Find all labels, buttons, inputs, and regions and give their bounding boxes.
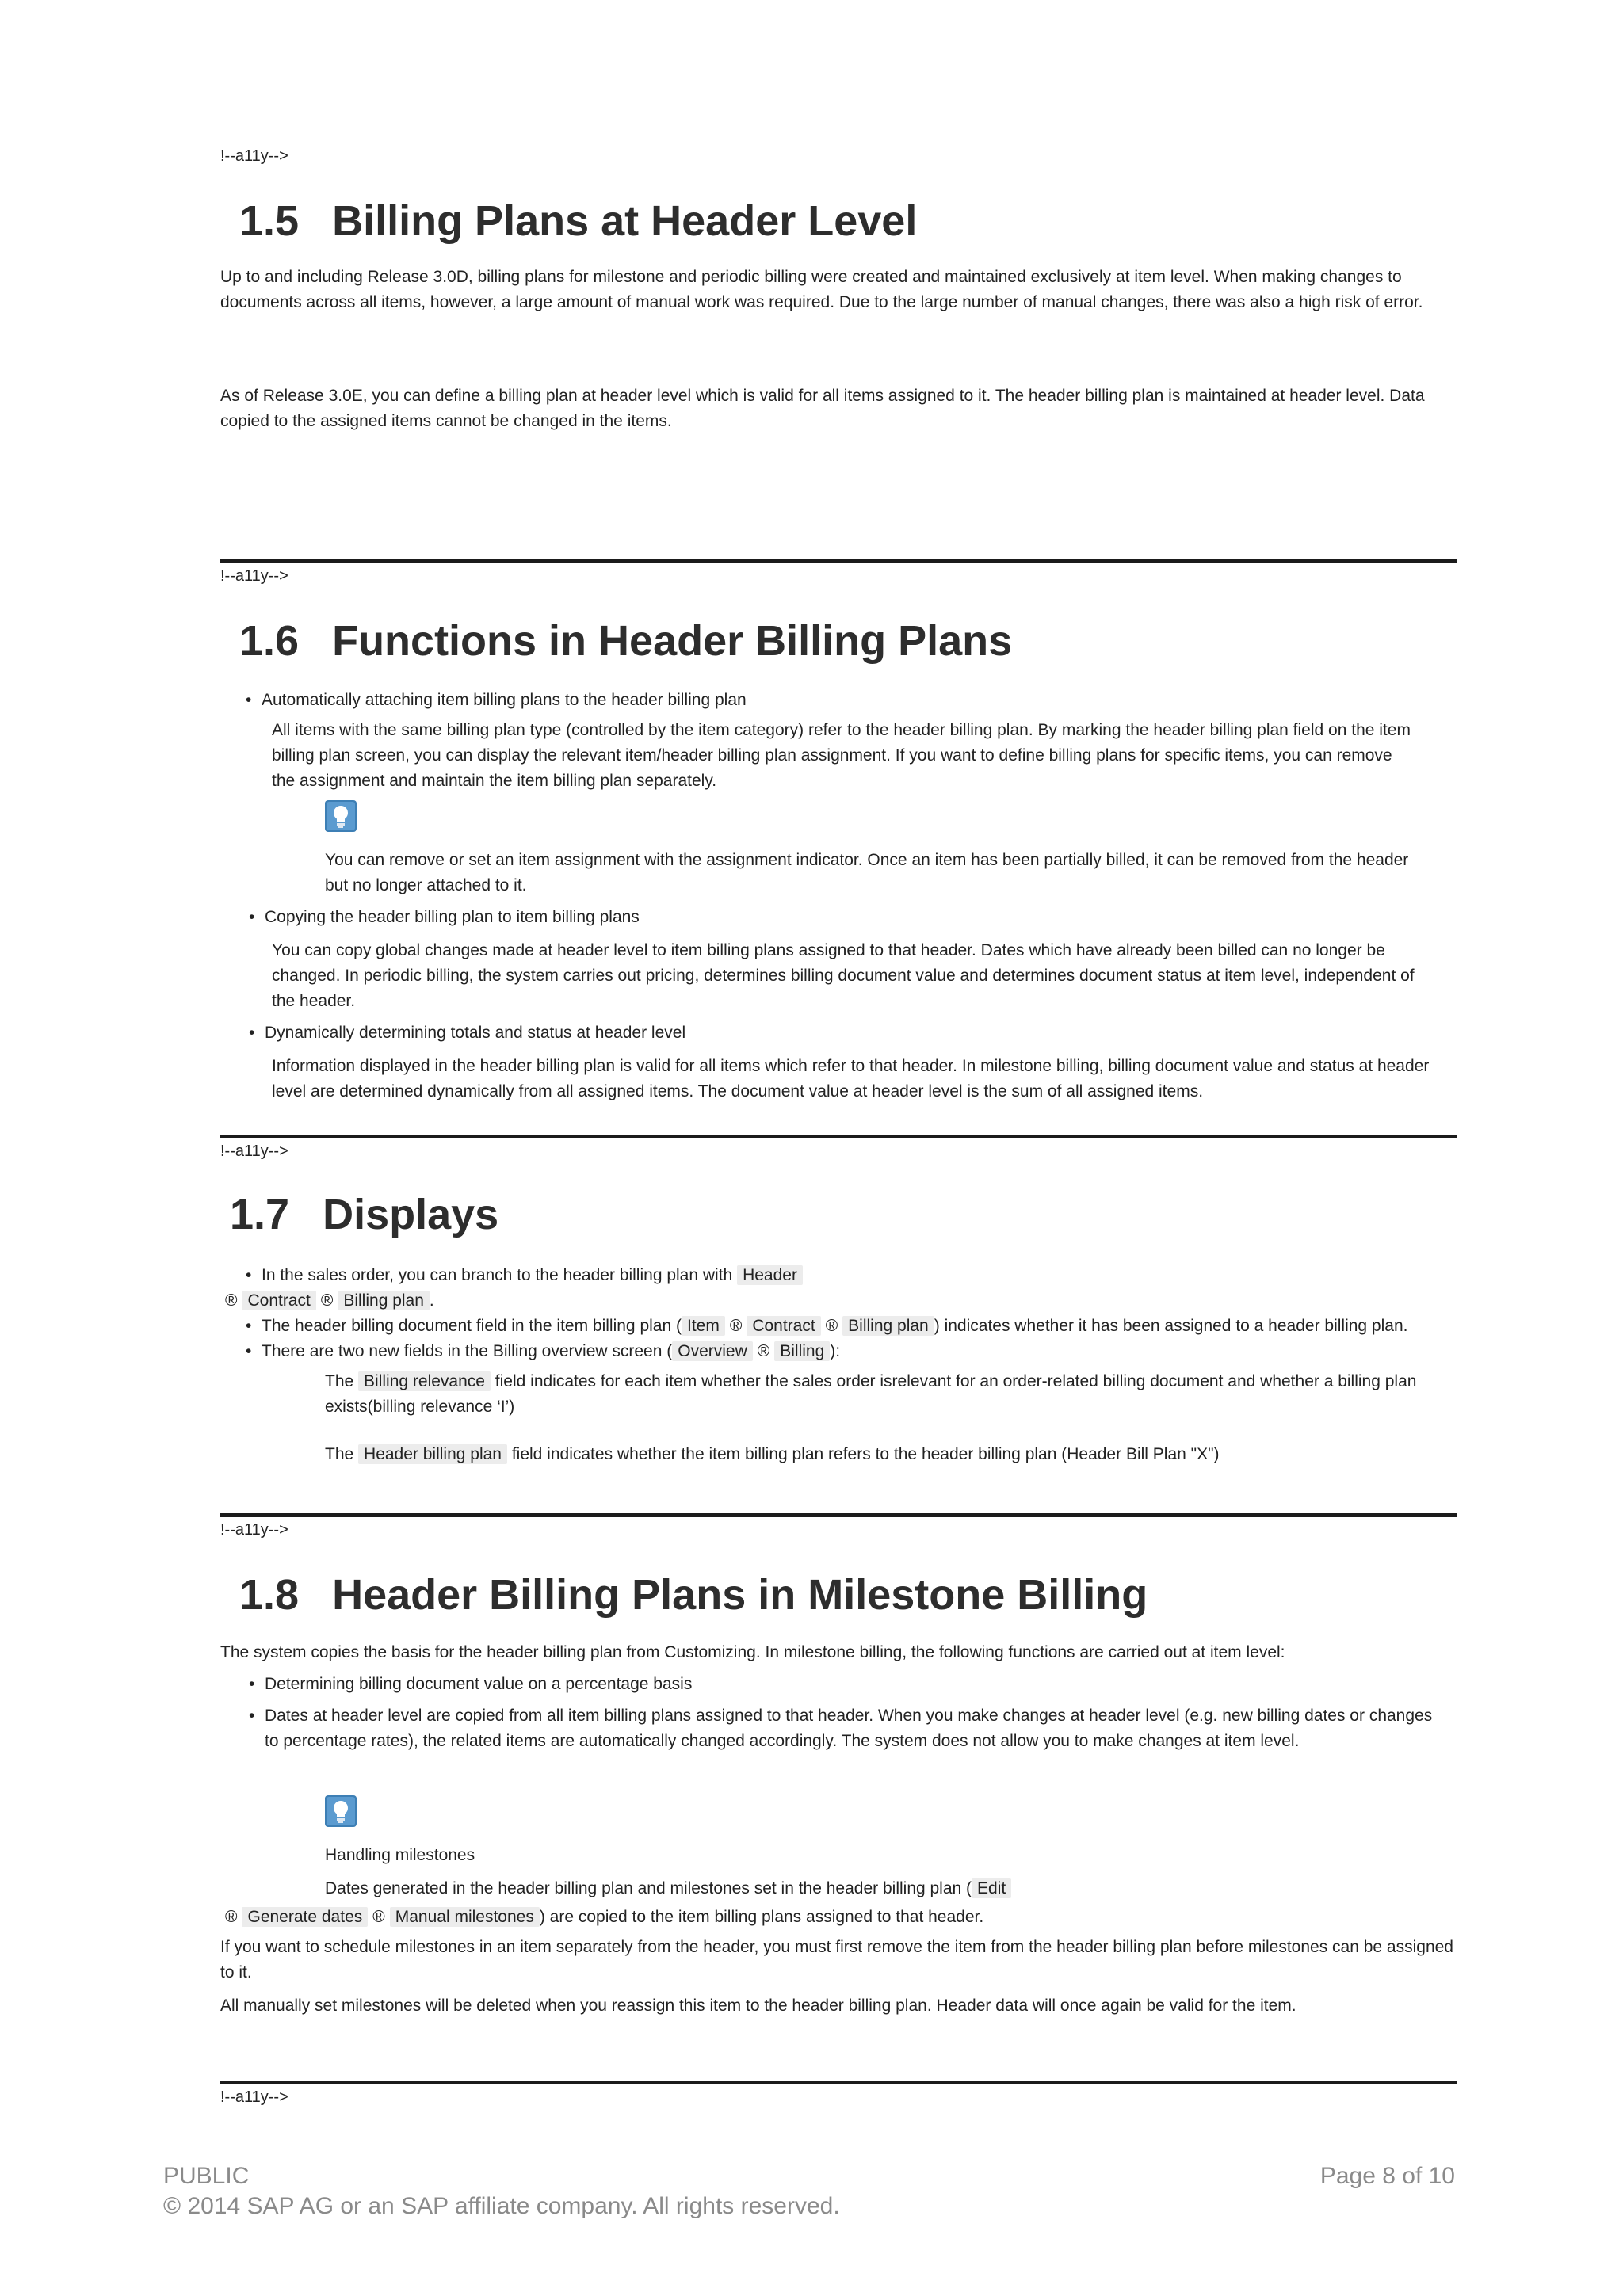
tip-text-continuation: [220, 1905, 1457, 1930]
path-arrow: ®: [320, 1291, 334, 1310]
list-item: • Dates at header level are copied from all item billing plans assigned to that header. When you make changes at header level (e.g. new billing dates or changes to percentage rates), the related items are automatically changed accordingly. The system does not allow you to make changes at item level.: [249, 1707, 1433, 1750]
list-item-text: The header billing document field in the item billing plan (: [262, 1317, 682, 1335]
a11y-marker: !--a11y-->: [220, 567, 288, 585]
list-item: • Determining billing document value on a percentage basis: [249, 1675, 693, 1693]
section-title: Functions in Header Billing Plans: [332, 617, 1013, 665]
path-arrow: ®: [729, 1317, 743, 1335]
list-item: • Copying the header billing plan to item billing plans: [249, 908, 640, 926]
ui-path-billing-plan: Billing plan: [842, 1316, 934, 1336]
tip-title: Handling milestones: [325, 1846, 475, 1864]
a11y-marker: !--a11y-->: [220, 2088, 288, 2106]
a11y-marker: !--a11y-->: [220, 1142, 288, 1160]
list-item-text: Determining billing document value on a percentage basis: [265, 1675, 693, 1693]
text: Dates generated in the header billing plan and milestones set in the header billing plan (: [325, 1879, 972, 1897]
path-arrow: ®: [372, 1908, 385, 1926]
list-item-description: Information displayed in the header billing plan is valid for all items which refer to that header. In milestone billing, billing document value and status at header level are determined dynamically from all assigned items. The document value at header level is the sum of all assigned items.: [272, 1057, 1430, 1100]
list-item-continuation: [220, 1288, 1409, 1314]
section-heading-1-7: [230, 1190, 498, 1239]
text: ) are copied to the item billing plans assigned to that header.: [539, 1908, 984, 1926]
list-item: • The header billing document field in the item billing plan ( Item ® Contract ® Billing plan ) indicates whether it has been assigned to a header billing plan.: [246, 1317, 1408, 1335]
ui-path-manual-milestones: Manual milestones: [390, 1907, 540, 1927]
ui-field-billing-relevance: Billing relevance: [358, 1371, 491, 1391]
path-arrow: ®: [225, 1291, 238, 1310]
section-title: Header Billing Plans in Milestone Billing: [332, 1571, 1148, 1619]
lightbulb-icon: [325, 800, 357, 832]
ui-path-contract: Contract: [242, 1291, 315, 1310]
ui-field-header-billing-plan: Header billing plan: [358, 1444, 507, 1464]
text: field indicates whether the item billing plan refers to the header billing plan (Header Bill Plan "X"): [511, 1445, 1220, 1463]
path-arrow: ®: [757, 1342, 770, 1360]
a11y-marker: !--a11y-->: [220, 147, 288, 165]
section-number: 1.6: [239, 617, 300, 665]
section-divider: [220, 2081, 1457, 2084]
path-arrow: ®: [825, 1317, 838, 1335]
ui-path-billing: Billing: [774, 1341, 830, 1361]
ui-path-header: Header: [737, 1265, 803, 1285]
ui-path-billing-plan: Billing plan: [338, 1291, 430, 1310]
paragraph: All manually set milestones will be deleted when you reassign this item to the header billing plan. Header data will once again be valid for the item.: [220, 1997, 1296, 2015]
tip-text: [325, 1876, 1450, 1901]
section-title: Displays: [323, 1191, 499, 1238]
a11y-marker: !--a11y-->: [220, 1521, 288, 1539]
section-number: 1.7: [230, 1191, 290, 1238]
list-item-description: You can copy global changes made at header level to item billing plans assigned to that header. Dates which have already been billed can no longer be changed. In periodic billing, the system carries out pricing, determines billing document value and determines document status at item level, independent of the header.: [272, 941, 1415, 1010]
list-item-text: There are two new fields in the Billing overview screen (: [262, 1342, 673, 1360]
section-divider: [220, 1135, 1457, 1138]
period: .: [429, 1291, 434, 1310]
section-number: 1.8: [239, 1571, 300, 1619]
list-item-text: In the sales order, you can branch to the header billing plan with: [262, 1266, 733, 1284]
text: field indicates for each item whether the sales order isrelevant for an order-related billing document and whether a billing plan: [495, 1372, 1417, 1390]
footer-classification: PUBLIC: [163, 2163, 250, 2189]
list-item: • Automatically attaching item billing plans to the header billing plan: [246, 691, 747, 709]
section-number: 1.5: [239, 197, 300, 245]
text: exists(billing relevance ‘I’): [325, 1398, 515, 1416]
lightbulb-icon: [325, 1795, 357, 1827]
paragraph: Up to and including Release 3.0D, billing plans for milestone and periodic billing were created and maintained exclusively at item level. When making changes to documents across all items, however, a large amount of manual work was required. Due to the large number of manual changes, there was also a high risk of error.: [220, 268, 1423, 311]
ui-path-item: Item: [682, 1316, 725, 1336]
field-description: [325, 1442, 1458, 1467]
tip-text: You can remove or set an item assignment with the assignment indicator. Once an item has been partially billed, it can be removed from the header but no longer attached to it.: [325, 851, 1409, 894]
list-item: • In the sales order, you can branch to the header billing plan with Header: [262, 1263, 1450, 1288]
paragraph: As of Release 3.0E, you can define a billing plan at header level which is valid for all items assigned to it. The header billing plan is maintained at header level. Data copied to the assigned items cannot be changed in the items.: [220, 387, 1425, 430]
ui-path-contract: Contract: [747, 1316, 820, 1336]
list-item-description: All items with the same billing plan type (controlled by the item category) refer to the header billing plan. By marking the header billing plan field on the item billing plan screen, you can display the relevant item/header billing plan assignment. If you want to define billing plans for specific items, you can remove the assignment and maintain the item billing plan separately.: [272, 721, 1411, 790]
ui-path-generate-dates: Generate dates: [242, 1907, 368, 1927]
list-item-text: Dates at header level are copied from all item billing plans assigned to that header. When you make changes at header level (e.g. new billing dates or changes to percentage rates), the related items are automatically changed accordingly. The system does not allow you to make changes at item level.: [265, 1707, 1433, 1750]
section-heading-1-8: [239, 1570, 1148, 1619]
section-heading-1-5: [239, 196, 917, 246]
footer-copyright: © 2014 SAP AG or an SAP affiliate company. All rights reserved.: [163, 2193, 840, 2219]
list-item-text: Automatically attaching item billing plans to the header billing plan: [262, 691, 747, 709]
list-item-text: ) indicates whether it has been assigned to a header billing plan.: [934, 1317, 1408, 1335]
section-title: Billing Plans at Header Level: [332, 197, 918, 245]
text: The: [325, 1445, 354, 1463]
footer-page-number: Page 8 of 10: [1319, 2163, 1455, 2189]
list-item-text: Copying the header billing plan to item billing plans: [265, 908, 640, 926]
list-item-text: ):: [830, 1342, 841, 1360]
section-divider: [220, 1513, 1457, 1517]
list-item-text: Dynamically determining totals and status at header level: [265, 1024, 686, 1042]
field-description: [325, 1369, 1458, 1420]
text: The: [325, 1372, 354, 1390]
list-item: • Dynamically determining totals and status at header level: [249, 1024, 686, 1042]
paragraph: The system copies the basis for the header billing plan from Customizing. In milestone billing, the following functions are carried out at item level:: [220, 1643, 1285, 1661]
path-arrow: ®: [225, 1908, 238, 1926]
section-heading-1-6: [239, 616, 1012, 666]
paragraph: If you want to schedule milestones in an item separately from the header, you must first remove the item from the header billing plan before milestones can be assigned to it.: [220, 1938, 1453, 1981]
list-item: • There are two new fields in the Billing overview screen ( Overview ® Billing ):: [246, 1342, 841, 1360]
ui-path-overview: Overview: [672, 1341, 753, 1361]
section-divider: [220, 559, 1457, 563]
ui-path-edit: Edit: [972, 1878, 1011, 1898]
